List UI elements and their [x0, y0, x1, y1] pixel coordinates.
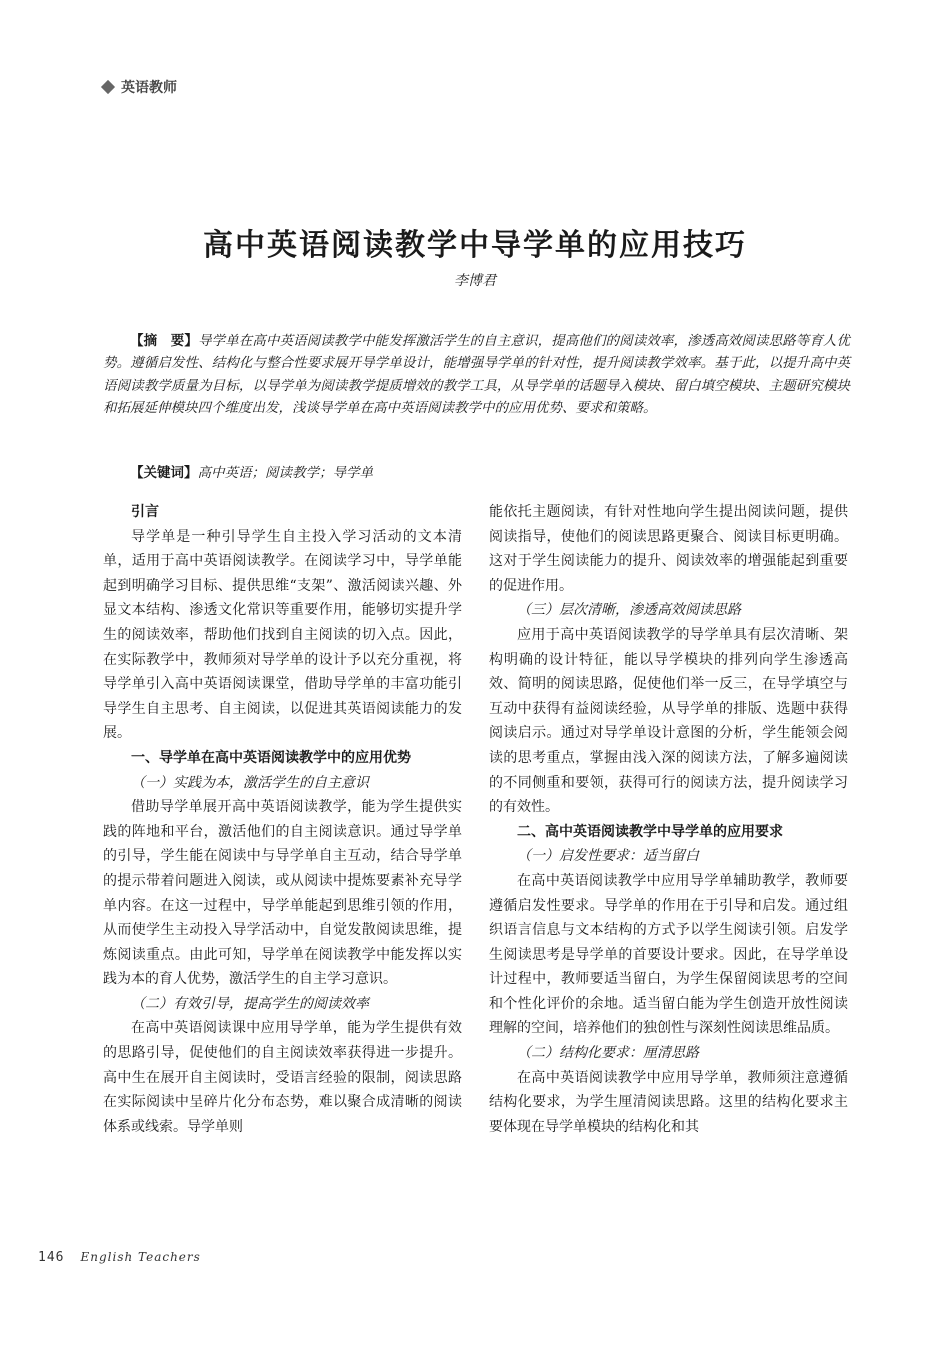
subsection-5-paragraph: 在高中英语阅读教学中应用导学单，教师须注意遵循结构化要求，为学生厘清阅读思路。这里的结构化要求主要体现在导学单模块的结构化和其: [489, 1069, 848, 1135]
keywords: [103, 462, 850, 484]
journal-section-header: [103, 77, 177, 97]
subsection-4-paragraph: 在高中英语阅读教学中应用导学单辅助教学，教师要遵循启发性要求。导学单的作用在于引导和启发。通过组织语言信息与文本结构的方式予以学生阅读引领。启发学生阅读思考是导学单的首要设计要求。因此，在导学单设计过程中，教师要适当留白，为学生保留阅读思考的空间和个性化评价的余地。适当留白能为学生创造开放性阅读理解的空间，培养他们的独创性与深刻性阅读思维品质。: [489, 872, 848, 1037]
subsection-1-heading: （一）实践为本，激活学生的自主意识: [131, 774, 369, 791]
intro-heading: 引言: [131, 504, 159, 520]
subsection-2-heading: （二）有效引导，提高学生的阅读效率: [131, 995, 369, 1012]
section-2-heading: 二、高中英语阅读教学中导学单的应用要求: [517, 823, 783, 840]
subsection-3-paragraph: 应用于高中英语阅读教学的导学单具有层次清晰、架构明确的设计特征，能以导学模块的排列向学生渗透高效、简明的阅读思路，促使他们举一反三，在导学填空与互动中获得有益阅读经验，从导学单的排版、选题中获得阅读启示。通过对导学单设计意图的分析，学生能领会阅读的思考重点，掌握由浅入深的阅读方法，了解多遍阅读的不同侧重和要领，获得可行的阅读方法，提升阅读学习的有效性。: [489, 626, 848, 816]
journal-name: English Teachers: [80, 1250, 201, 1264]
article-author: 李博君: [454, 273, 496, 289]
section-1-heading: 一、导学单在高中英语阅读教学中的应用优势: [131, 749, 411, 766]
abstract: [103, 330, 850, 419]
subsection-3-heading: （三）层次清晰，渗透高效阅读思路: [517, 602, 741, 619]
subsection-4-heading: （一）启发性要求：适当留白: [517, 848, 699, 865]
left-column: [103, 500, 462, 1139]
article-title: 高中英语阅读教学中导学单的应用技巧: [203, 228, 747, 263]
diamond-bullet-icon: [101, 80, 115, 94]
page-number: 146: [38, 1250, 65, 1265]
keywords-text: 高中英语；阅读教学；导学单: [197, 465, 373, 481]
subsection-2-paragraph: 在高中英语阅读课中应用导学单，能为学生提供有效的思路引导，促使他们的自主阅读效率获得进一步提升。高中生在展开自主阅读时，受语言经验的限制，阅读思路在实际阅读中呈碎片化分布态势，难以聚合成清晰的阅读体系或线索。导学单则: [103, 1020, 462, 1135]
continued-paragraph: 能依托主题阅读，有针对性地向学生提出阅读问题，提供阅读指导，使他们的阅读思路更聚合、阅读目标更明确。这对于学生阅读能力的提升、阅读效率的增强能起到重要的促进作用。: [489, 504, 848, 594]
intro-paragraph: 导学单是一种引导学生自主投入学习活动的文本清单，适用于高中英语阅读教学。在阅读学习中，导学单能起到明确学习目标、提供思维“支架”、激活阅读兴趣、外显文本结构、渗透文化常识等重要作用，能够切实提升学生的阅读效率，帮助他们找到自主阅读的切入点。因此，在实际教学中，教师须对导学单的设计予以充分重视，将导学单引入高中英语阅读课堂，借助导学单的丰富功能引导学生自主思考、自主阅读，以促进其英语阅读能力的发展。: [103, 528, 462, 742]
keywords-label: 【关键词】: [130, 465, 198, 481]
section-label: 英语教师: [121, 80, 177, 96]
subsection-1-paragraph: 借助导学单展开高中英语阅读教学，能为学生提供实践的阵地和平台，激活他们的自主阅读意识。通过导学单的引导，学生能在阅读中与导学单自主互动，结合导学单的提示带着问题进入阅读，或从阅读中提炼要素补充导学单内容。在这一过程中，导学单能起到思维引领的作用，从而使学生主动投入导学活动中，自觉发散阅读思维，提炼阅读重点。由此可知，导学单在阅读教学中能发挥以实践为本的育人优势，激活学生的自主学习意识。: [103, 799, 462, 988]
abstract-label: 【摘 要】: [130, 333, 198, 349]
subsection-5-heading: （二）结构化要求：厘清思路: [517, 1045, 699, 1062]
abstract-text: 导学单在高中英语阅读教学中能发挥激活学生的自主意识，提高他们的阅读效率，渗透高效阅读思路等育人优势。遵循启发性、结构化与整合性要求展开导学单设计，能增强导学单的针对性，提升阅读教学效率。基于此，以提升高中英语阅读教学质量为目标，以导学单为阅读教学提质增效的教学工具，从导学单的话题导入模块、留白填空模块、主题研究模块和拓展延伸模块四个维度出发，浅谈导学单在高中英语阅读教学中的应用优势、要求和策略。: [103, 333, 851, 416]
right-column: [489, 500, 848, 1139]
page-footer: [38, 1250, 201, 1265]
